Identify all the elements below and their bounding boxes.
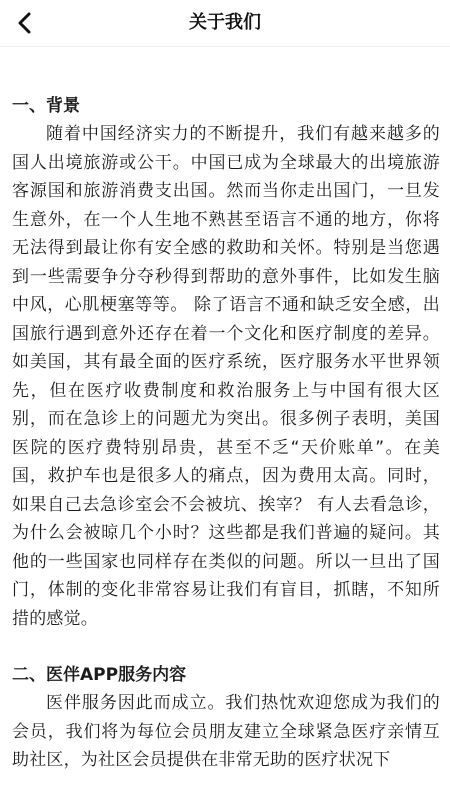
nav-bar: [0, 0, 450, 47]
chevron-left-icon: [17, 12, 33, 34]
back-button[interactable]: [6, 4, 44, 42]
section-heading-services: 二、医伴APP服务内容: [12, 665, 187, 685]
section-paragraph-services: 医伴服务因此而成立。我们热忱欢迎您成为我们的会员，我们将为每位会员朋友建立全球紧急医疗亲情互助社区，为社区会员提供在非常无助的医疗状况下: [12, 693, 440, 770]
section-spacer: [12, 633, 440, 661]
article-content: [12, 92, 440, 775]
section-heading-background: 一、背景: [12, 96, 80, 116]
page-title: 关于我们: [189, 12, 261, 33]
section-paragraph-background: 随着中国经济实力的不断提升，我们有越来越多的国人出境旅游或公干。中国已成为全球最大的出境旅游客源国和旅游消费支出国。然而当你走出国门，一旦发生意外，在一个人生地不熟甚至语言不通的地方，你将无法得到最让你有安全感的救助和关怀。特别是当您遇到一些需要争分夺秒得到帮助的意外事件，比如发生脑中风，心肌梗塞等等。 除了语言不通和缺乏安全感，出国旅行遇到意外还存在着一个文化和医疗制度的差异。如美国，其有最全面的医疗系统，医疗服务水平世界领先，但在医疗收费制度和救治服务上与中国有很大区别，而在急诊上的问题尤为突出。很多例子表明，美国医院的医疗费特别昂贵，甚至不乏“天价账单”。在美国，救护车也是很多人的痛点，因为费用太高。同时，如果自己去急诊室会不会被坑、挨宰？ 有人去看急诊，为什么会被晾几个小时？这些都是我们普遍的疑问。其他的一些国家也同样存在类似的问题。所以一旦出了国门，体制的变化非常容易让我们有盲目，抓瞎，不知所措的感觉。: [12, 124, 440, 629]
